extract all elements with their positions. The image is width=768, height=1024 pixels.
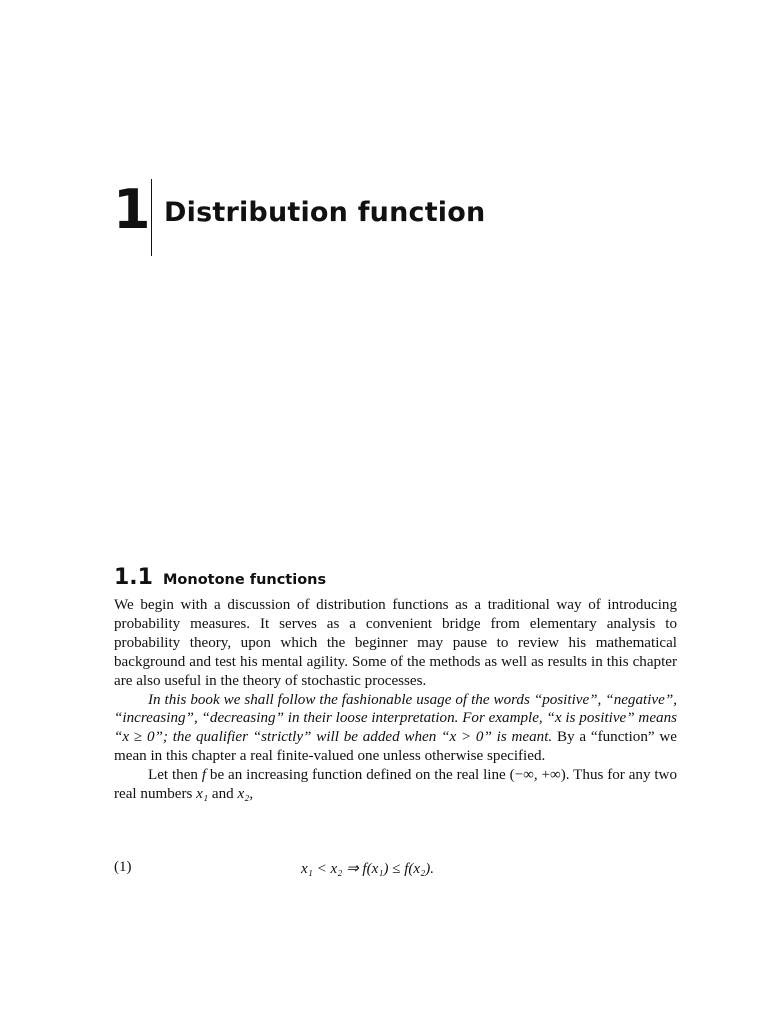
paragraph-3-end: , xyxy=(249,786,254,803)
paragraph-3 xyxy=(114,766,677,804)
paragraph-3-start: Let then xyxy=(148,767,202,784)
paragraph-2-roman: By a “function” we mean in this chapter a real finite-valued one unless otherwise specified. xyxy=(114,729,677,765)
paragraph-3-and: and xyxy=(208,786,238,803)
paragraph-3-f: f xyxy=(201,767,207,784)
paragraph-2-italic: In this book we shall follow the fashionable usage of the words “positive”, “negative”, “increasing”, “decreasing” in their loose interpretation. For example, “x is positive” means “x ≥ 0”; the qualifier “strictly” will be added when “x > 0” is meant. xyxy=(114,691,677,746)
paragraph-3-x1: x₁ xyxy=(196,786,209,803)
section-title: Monotone functions xyxy=(162,572,327,588)
equation: x₁ < x₂ ⇒ f(x₁) ≤ f(x₂). xyxy=(301,861,434,877)
paragraph-1: We begin with a discussion of distribution functions as a traditional way of introducing probability measures. It serves as a convenient bridge from elementary analysis to probability theory, upon which the beginner may pause to review his mathematical background and test his mental agility. Some of the methods as well as results in this chapter are also useful in the theory of stochastic processes. xyxy=(114,597,677,689)
equation-label: (1) xyxy=(114,859,132,875)
section-number: 1.1 xyxy=(114,565,153,590)
chapter-title: Distribution function xyxy=(164,197,486,228)
paragraph-3-rest: be an increasing function defined on the real line (−∞, +∞). Thus for any two real numbers xyxy=(114,767,677,803)
body-text xyxy=(114,596,677,804)
chapter-divider xyxy=(151,179,152,256)
paragraph-2 xyxy=(114,691,677,767)
paragraph-3-x2: x₂ xyxy=(237,786,250,803)
chapter-number: 1 xyxy=(113,178,150,241)
section-heading xyxy=(114,565,326,590)
